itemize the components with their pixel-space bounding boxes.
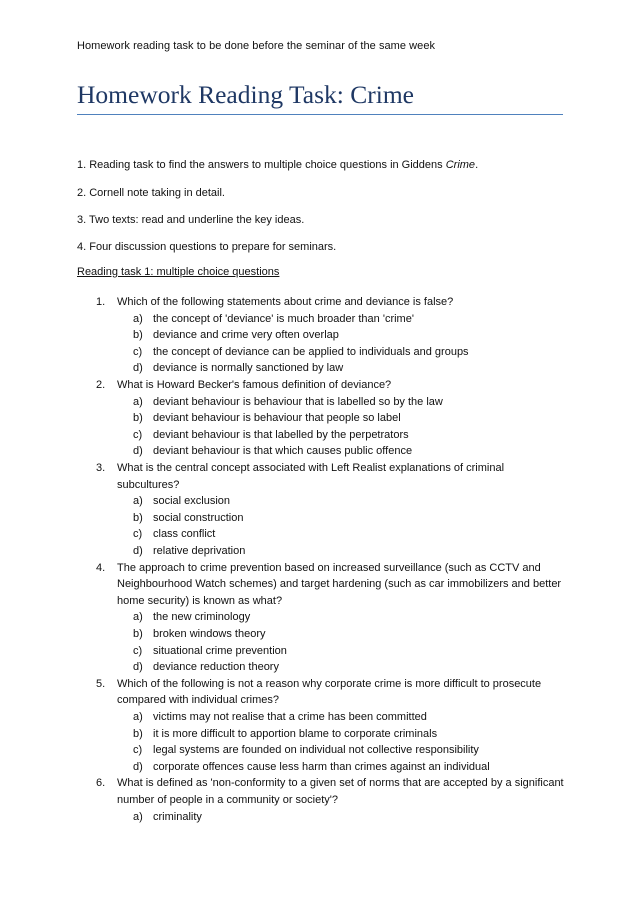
- option-letter: d): [133, 445, 143, 458]
- section-subheading: Reading task 1: multiple choice questions: [77, 266, 280, 278]
- option-text: corporate offences cause less harm than crimes against an individual: [153, 760, 490, 773]
- question-number: 2.: [96, 379, 106, 391]
- question-number: 5.: [96, 677, 106, 690]
- option-text: victims may not realise that a crime has been committed: [153, 711, 427, 723]
- option-text: deviant behaviour is behaviour that people so label: [153, 412, 401, 425]
- question-text: What is the central concept associated with Left Realist explanations of criminal: [117, 462, 505, 474]
- option-letter: a): [133, 495, 143, 508]
- option-text: social construction: [153, 511, 244, 524]
- option-letter: b): [133, 628, 143, 640]
- option-text: relative deprivation: [153, 545, 246, 557]
- question-number: 1.: [96, 296, 106, 308]
- option-letter: a): [133, 711, 143, 723]
- option-text: social exclusion: [153, 495, 231, 508]
- option-letter: d): [133, 362, 143, 375]
- option-letter: d): [133, 760, 143, 773]
- task-item: [77, 214, 304, 226]
- question-text: Neighbourhood Watch schemes) and target hardening (such as car immobilizers and better: [117, 578, 562, 591]
- option-letter: d): [133, 661, 143, 674]
- question-text: What is Howard Becker's famous definition of deviance?: [117, 379, 392, 391]
- option-text: legal systems are founded on individual not collective responsibility: [153, 744, 479, 757]
- option-letter: d): [133, 545, 143, 557]
- task-text: 2. Cornell note taking in detail.: [77, 187, 225, 199]
- option-text: criminality: [153, 810, 202, 823]
- option-letter: b): [133, 511, 143, 524]
- question-text: subcultures?: [117, 478, 180, 491]
- option-text: the concept of deviance can be applied to individuals and groups: [153, 345, 469, 358]
- option-letter: c): [133, 528, 143, 541]
- question-text: What is defined as 'non-conformity to a given set of norms that are accepted by a significant: [117, 777, 564, 790]
- question-number: 4.: [96, 561, 106, 574]
- page-header: Homework reading task to be done before the seminar of the same week: [77, 40, 436, 52]
- option-letter: b): [133, 412, 143, 425]
- option-text: situational crime prevention: [153, 644, 287, 657]
- option-text: deviant behaviour is that which causes public offence: [153, 445, 413, 458]
- task-text: 3. Two texts: read and underline the key ideas.: [77, 214, 305, 226]
- option-letter: c): [133, 428, 143, 441]
- option-text: deviance reduction theory: [153, 661, 279, 674]
- task-item: [77, 187, 225, 199]
- question-text: The approach to crime prevention based on increased surveillance (such as CCTV and: [117, 561, 541, 574]
- option-letter: b): [133, 329, 143, 342]
- task-text-end: .: [475, 159, 479, 171]
- option-letter: c): [133, 644, 143, 657]
- title-underline-rule: [77, 114, 563, 115]
- option-letter: c): [133, 345, 143, 358]
- question-text: compared with individual crimes?: [117, 694, 280, 707]
- option-text: the new criminology: [153, 611, 251, 624]
- option-text: deviant behaviour is behaviour that is labelled so by the law: [153, 395, 443, 408]
- task-text: 1. Reading task to find the answers to multiple choice questions in Giddens: [77, 159, 446, 171]
- question-text: Which of the following statements about crime and deviance is false?: [117, 296, 454, 308]
- task-text: 4. Four discussion questions to prepare for seminars.: [77, 241, 337, 253]
- option-text: the concept of 'deviance' is much broader than 'crime': [153, 312, 414, 325]
- option-text: class conflict: [153, 528, 216, 541]
- option-text: deviant behaviour is that labelled by the perpetrators: [153, 428, 409, 441]
- question-text: Which of the following is not a reason why corporate crime is more difficult to prosecute: [117, 677, 542, 690]
- document-title: Homework Reading Task: Crime: [77, 80, 414, 109]
- question-text: number of people in a community or society'?: [117, 794, 338, 806]
- task-book-title: Crime: [445, 159, 476, 171]
- option-letter: a): [133, 395, 143, 408]
- option-letter: b): [133, 727, 143, 740]
- option-text: deviance and crime very often overlap: [153, 329, 339, 342]
- option-text: it is more difficult to apportion blame to corporate criminals: [153, 727, 438, 740]
- option-letter: a): [133, 312, 143, 325]
- option-text: broken windows theory: [153, 628, 266, 640]
- option-letter: a): [133, 611, 143, 624]
- question-text: home security) is known as what?: [117, 594, 283, 607]
- option-letter: c): [133, 744, 143, 757]
- question-number: 3.: [96, 462, 106, 474]
- task-item: [77, 159, 478, 171]
- option-letter: a): [133, 810, 143, 823]
- option-text: deviance is normally sanctioned by law: [153, 362, 344, 375]
- task-item: [77, 241, 336, 253]
- question-number: 6.: [96, 777, 106, 790]
